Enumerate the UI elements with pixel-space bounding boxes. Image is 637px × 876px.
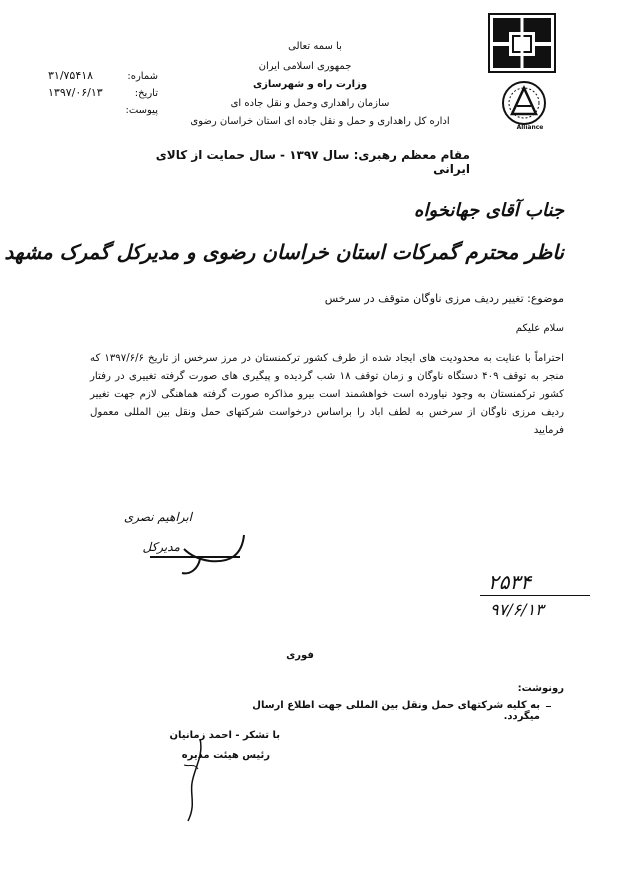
signature-underline (150, 556, 240, 558)
date-value: ۱۳۹۷/۰۶/۱۳ (48, 86, 103, 99)
handwritten-underline (480, 595, 590, 596)
cc-signature-scribble (170, 735, 210, 825)
greeting: سلام علیکم (515, 323, 564, 334)
cc-bullet (546, 706, 551, 707)
handwritten-date: ۹۷/۶/۱۳ (490, 600, 544, 619)
organization-name: سازمان راهداری وحمل و نقل جاده ای (230, 98, 390, 109)
ministry-name: وزارت راه و شهرسازی (252, 79, 368, 90)
cc-item: به کلیه شرکتهای حمل ونقل بین المللی جهت اطلاع ارسال میگردد. (252, 700, 540, 722)
number-label: شماره: (127, 71, 158, 82)
attachment-label: پیوست: (125, 105, 158, 116)
signature-scribble (170, 525, 250, 585)
date-label: تاریخ: (134, 88, 158, 99)
alliance-caption: Alliance (516, 124, 544, 131)
handwritten-number: ۲۵۳۴ (488, 570, 531, 594)
addressee-name: جناب آقای جهانخواه (414, 200, 564, 221)
cc-label: رونوشت: (517, 683, 564, 694)
ministry-logo (487, 12, 557, 74)
cc-thanks: با تشکر - احمد زمانیان (169, 730, 280, 741)
department-name: اداره کل راهداری و حمل و نقل جاده ای استان خراسان رضوی (190, 116, 450, 127)
subject: موضوع: تغییر ردیف مرزی ناوگان متوقف در سرخس (324, 292, 564, 305)
bismillah: با سمه تعالی (288, 41, 342, 52)
slogan: مقام معظم رهبری: سال ۱۳۹۷ - سال حمایت از کالای ایرانی (155, 148, 470, 176)
signature-name: ابراهیم نصری (123, 510, 192, 524)
alliance-logo (500, 80, 548, 136)
signature-title: مدیرکل (142, 540, 180, 554)
addressee-title: ناظر محترم گمرکات استان خراسان رضوی و مدیرکل گمرک مشهد (4, 240, 564, 264)
body-text: احتراماً با عنایت به محدودیت های ایجاد شده از طرف کشور ترکمنستان در مرز سرخس از تاریخ ۱۳۹۷/۶/۶ که منجر به توقف ۴۰۹ دستگاه ناوگان و زمان توقف ۱۸ شب گردیده و پیگیری های صورت گرفته تغییری در رفتار کشور ترکمنستان به وجود نیاورده است خواهشمند است بیرو مذاکره صورت گرفته هماهنگی لازم جهت تغییر ردیف مرزی ناوگان از سرخس به لطف اباد را براساس درخواست شرکتهای حمل ونقل بین المللی معمول فرمایید (90, 353, 564, 436)
country-name: جمهوری اسلامی ایران (258, 61, 352, 72)
cc-role: رئیس هیئت مدیره (181, 750, 270, 761)
number-value: ۳۱/۷۵۴۱۸ (48, 69, 94, 82)
urgent-label: فوری (286, 650, 314, 661)
